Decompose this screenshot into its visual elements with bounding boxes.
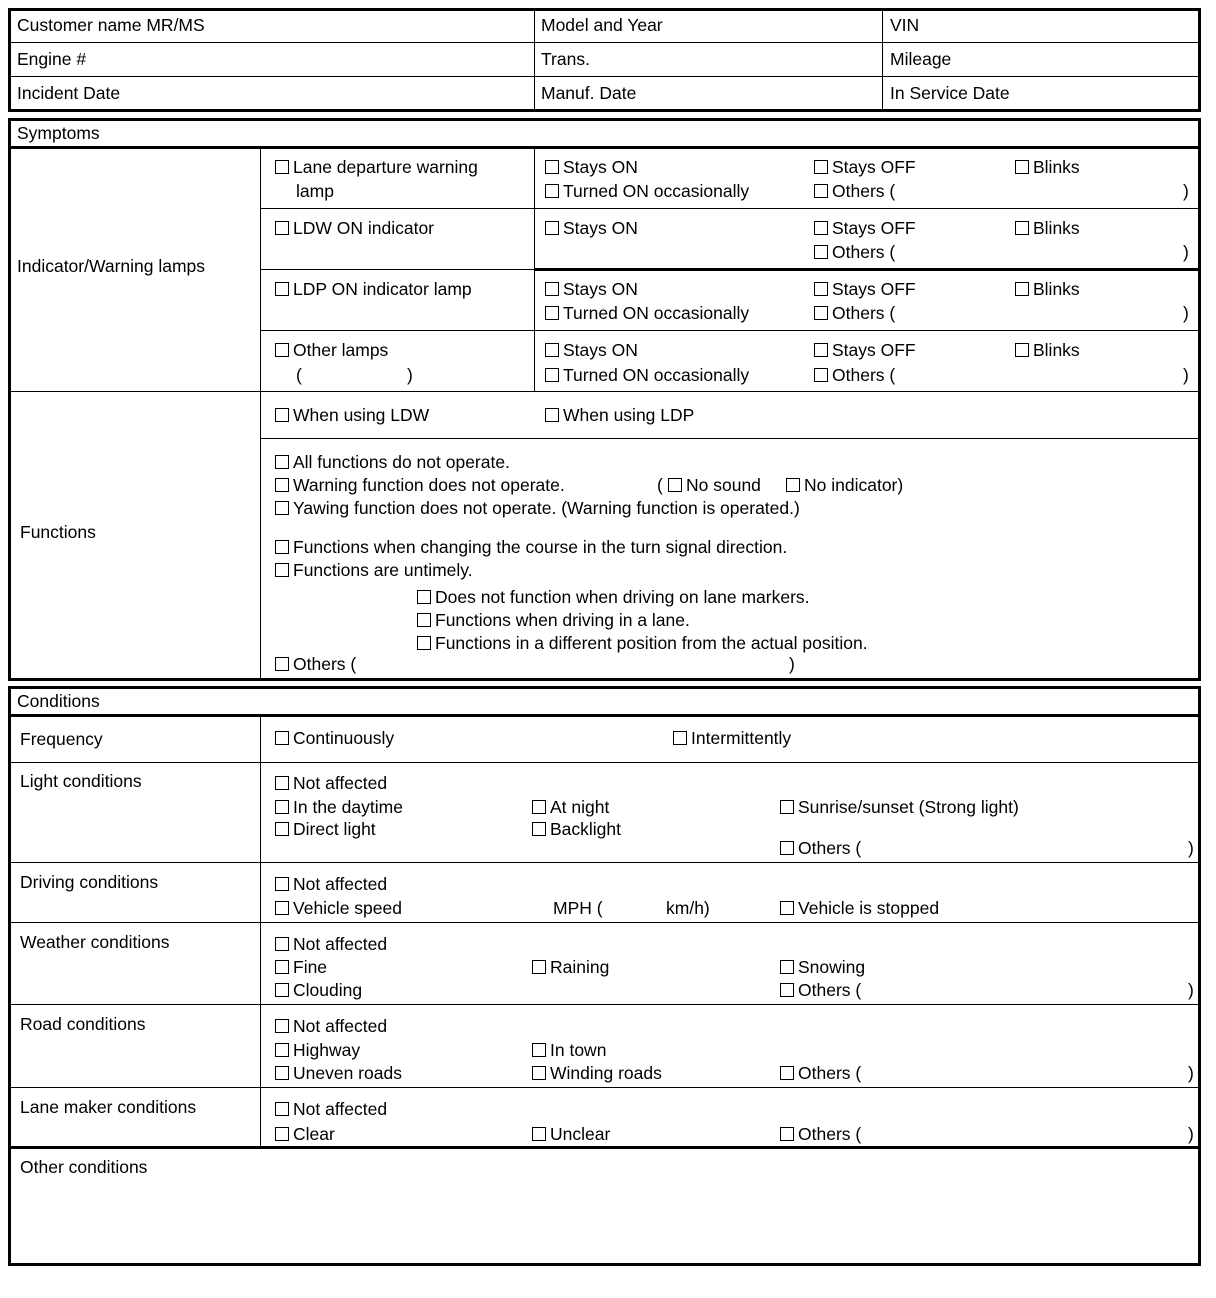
divider	[9, 1146, 1200, 1149]
lane-not-affected-option[interactable]: Not affected	[275, 1101, 387, 1119]
checkbox-icon[interactable]	[532, 822, 546, 836]
checkbox-icon[interactable]	[780, 1066, 794, 1080]
checkbox-icon[interactable]	[275, 800, 289, 814]
checkbox-icon[interactable]	[780, 1127, 794, 1141]
mileage-field[interactable]: Mileage	[890, 49, 952, 69]
divider	[534, 148, 535, 391]
checkbox-icon[interactable]	[275, 822, 289, 836]
functions-in-lane-option[interactable]: Functions when driving in a lane.	[417, 612, 690, 630]
clear-option[interactable]: Clear	[275, 1126, 335, 1144]
checkbox-icon[interactable]	[275, 282, 289, 296]
stays-off-option[interactable]: Stays OFF	[814, 342, 916, 360]
close-paren: )	[1188, 1063, 1194, 1083]
open-paren: (	[296, 365, 302, 385]
checkbox-icon[interactable]	[275, 901, 289, 915]
stays-off-option[interactable]: Stays OFF	[814, 159, 916, 177]
checkbox-icon[interactable]	[1015, 343, 1029, 357]
sunrise-sunset-option[interactable]: Sunrise/sunset (Strong light)	[780, 799, 1019, 817]
checkbox-icon[interactable]	[545, 184, 559, 198]
checkbox-icon[interactable]	[417, 613, 431, 627]
checkbox-icon[interactable]	[545, 368, 559, 382]
light-conditions-label: Light conditions	[20, 771, 142, 791]
highway-option[interactable]: Highway	[275, 1042, 360, 1060]
checkbox-icon[interactable]	[275, 960, 289, 974]
ldp-on-indicator-option[interactable]: LDP ON indicator lamp	[275, 281, 472, 299]
checkbox-icon[interactable]	[532, 960, 546, 974]
checkbox-icon[interactable]	[814, 245, 828, 259]
divider	[260, 269, 534, 270]
divider	[260, 148, 261, 679]
checkbox-icon[interactable]	[814, 221, 828, 235]
conditions-title: Conditions	[17, 691, 100, 711]
light-not-affected-option[interactable]: Not affected	[275, 775, 387, 793]
lane-departure-lamp-option[interactable]: Lane departure warning	[275, 159, 478, 177]
all-functions-option[interactable]: All functions do not operate.	[275, 454, 510, 472]
blinks-option[interactable]: Blinks	[1015, 281, 1080, 299]
fine-option[interactable]: Fine	[275, 959, 327, 977]
close-paren: )	[1188, 980, 1194, 1000]
checkbox-icon[interactable]	[275, 343, 289, 357]
checkbox-icon[interactable]	[275, 731, 289, 745]
backlight-option[interactable]: Backlight	[532, 821, 621, 839]
checkbox-icon[interactable]	[814, 306, 828, 320]
intermittently-option[interactable]: Intermittently	[673, 730, 791, 748]
divider	[9, 862, 1200, 863]
checkbox-icon[interactable]	[814, 282, 828, 296]
others-option[interactable]: Others (	[814, 244, 895, 262]
checkbox-icon[interactable]	[275, 1102, 289, 1116]
checkbox-icon[interactable]	[780, 800, 794, 814]
checkbox-icon[interactable]	[275, 478, 289, 492]
checkbox-icon[interactable]	[532, 1127, 546, 1141]
weather-not-affected-option[interactable]: Not affected	[275, 936, 387, 954]
checkbox-icon[interactable]	[545, 282, 559, 296]
lane-departure-lamp-label-cont: lamp	[296, 181, 334, 201]
checkbox-icon[interactable]	[545, 408, 559, 422]
divider	[534, 10, 535, 110]
frequency-label: Frequency	[20, 729, 103, 749]
unclear-option[interactable]: Unclear	[532, 1126, 610, 1144]
checkbox-icon[interactable]	[668, 478, 682, 492]
others-option[interactable]: Others (	[814, 367, 895, 385]
divider	[9, 1004, 1200, 1005]
checkbox-icon[interactable]	[275, 563, 289, 577]
divider	[260, 330, 1200, 331]
close-paren: )	[1188, 1124, 1194, 1144]
kmh-field[interactable]: km/h)	[666, 898, 710, 918]
checkbox-icon[interactable]	[417, 590, 431, 604]
direct-light-option[interactable]: Direct light	[275, 821, 376, 839]
daytime-option[interactable]: In the daytime	[275, 799, 403, 817]
no-indicator-option[interactable]: No indicator)	[786, 477, 903, 495]
engine-field[interactable]: Engine #	[17, 49, 87, 69]
turned-on-occasionally-option[interactable]: Turned ON occasionally	[545, 183, 749, 201]
stays-on-option[interactable]: Stays ON	[545, 159, 638, 177]
checkbox-icon[interactable]	[275, 160, 289, 174]
divider	[534, 268, 1200, 271]
checkbox-icon[interactable]	[417, 636, 431, 650]
customer-name-field[interactable]: Customer name MR/MS	[17, 15, 205, 35]
vehicle-speed-option[interactable]: Vehicle speed	[275, 900, 402, 918]
checkbox-icon[interactable]	[814, 343, 828, 357]
close-paren: )	[407, 365, 413, 385]
functions-label: Functions	[20, 522, 96, 542]
at-night-option[interactable]: At night	[532, 799, 609, 817]
checkbox-icon[interactable]	[275, 983, 289, 997]
divider	[260, 716, 261, 1146]
raining-option[interactable]: Raining	[532, 959, 609, 977]
checkbox-icon[interactable]	[545, 306, 559, 320]
checkbox-icon[interactable]	[814, 368, 828, 382]
checkbox-icon[interactable]	[545, 343, 559, 357]
checkbox-icon[interactable]	[275, 501, 289, 515]
close-paren: )	[1188, 838, 1194, 858]
uneven-roads-option[interactable]: Uneven roads	[275, 1065, 402, 1083]
divider	[9, 922, 1200, 923]
checkbox-icon[interactable]	[275, 1043, 289, 1057]
weather-conditions-label: Weather conditions	[20, 932, 170, 952]
other-lamps-option[interactable]: Other lamps	[275, 342, 388, 360]
divider	[9, 146, 1200, 149]
stays-off-option[interactable]: Stays OFF	[814, 281, 916, 299]
yawing-function-option[interactable]: Yawing function does not operate. (Warning function is operated.)	[275, 500, 800, 518]
checkbox-icon[interactable]	[275, 877, 289, 891]
checkbox-icon[interactable]	[814, 160, 828, 174]
road-conditions-label: Road conditions	[20, 1014, 146, 1034]
others-option[interactable]: Others (	[814, 305, 895, 323]
model-year-field[interactable]: Model and Year	[541, 15, 663, 35]
checkbox-icon[interactable]	[780, 960, 794, 974]
functions-untimely-option[interactable]: Functions are untimely.	[275, 562, 473, 580]
checkbox-icon[interactable]	[1015, 160, 1029, 174]
continuously-option[interactable]: Continuously	[275, 730, 394, 748]
checkbox-icon[interactable]	[532, 1043, 546, 1057]
divider	[260, 438, 1200, 439]
when-using-ldp-option[interactable]: When using LDP	[545, 407, 694, 425]
warning-function-option[interactable]: Warning function does not operate.	[275, 477, 565, 495]
open-paren: (	[657, 475, 663, 495]
checkbox-icon[interactable]	[275, 221, 289, 235]
checkbox-icon[interactable]	[1015, 282, 1029, 296]
checkbox-icon[interactable]	[780, 901, 794, 915]
checkbox-icon[interactable]	[780, 983, 794, 997]
incident-date-field[interactable]: Incident Date	[17, 83, 121, 103]
blinks-option[interactable]: Blinks	[1015, 159, 1080, 177]
checkbox-icon[interactable]	[814, 184, 828, 198]
not-function-lane-markers-option[interactable]: Does not function when driving on lane markers.	[417, 589, 810, 607]
stays-off-option[interactable]: Stays OFF	[814, 220, 916, 238]
in-town-option[interactable]: In town	[532, 1042, 606, 1060]
close-paren: )	[1183, 242, 1189, 262]
clouding-option[interactable]: Clouding	[275, 982, 362, 1000]
road-others-option[interactable]: Others (	[780, 1065, 861, 1083]
driving-conditions-label: Driving conditions	[20, 872, 159, 892]
checkbox-icon[interactable]	[275, 657, 289, 671]
vehicle-stopped-option[interactable]: Vehicle is stopped	[780, 900, 939, 918]
divider	[9, 714, 1200, 717]
mph-field[interactable]: MPH (	[553, 898, 603, 918]
checkbox-icon[interactable]	[780, 841, 794, 855]
divider	[9, 391, 1200, 392]
ldw-on-indicator-option[interactable]: LDW ON indicator	[275, 220, 434, 238]
checkbox-icon[interactable]	[275, 455, 289, 469]
divider	[9, 42, 1200, 43]
checkbox-icon[interactable]	[275, 540, 289, 554]
turned-on-occasionally-option[interactable]: Turned ON occasionally	[545, 367, 749, 385]
stays-on-option[interactable]: Stays ON	[545, 281, 638, 299]
vin-field[interactable]: VIN	[890, 15, 920, 35]
driving-not-affected-option[interactable]: Not affected	[275, 876, 387, 894]
blinks-option[interactable]: Blinks	[1015, 220, 1080, 238]
checkbox-icon[interactable]	[275, 408, 289, 422]
close-paren: )	[1183, 303, 1189, 323]
others-option[interactable]: Others (	[814, 183, 895, 201]
checkbox-icon[interactable]	[532, 1066, 546, 1080]
close-paren: )	[789, 654, 795, 674]
checkbox-icon[interactable]	[275, 1019, 289, 1033]
divider	[9, 76, 1200, 77]
functions-different-position-option[interactable]: Functions in a different position from the actual position.	[417, 635, 868, 653]
road-not-affected-option[interactable]: Not affected	[275, 1018, 387, 1036]
divider	[9, 1087, 1200, 1088]
checkbox-icon[interactable]	[275, 1066, 289, 1080]
checkbox-icon[interactable]	[786, 478, 800, 492]
when-using-ldw-option[interactable]: When using LDW	[275, 407, 429, 425]
checkbox-icon[interactable]	[275, 1127, 289, 1141]
symptoms-title: Symptoms	[17, 123, 100, 143]
divider	[882, 10, 883, 110]
manuf-date-field[interactable]: Manuf. Date	[541, 83, 637, 103]
lane-others-option[interactable]: Others (	[780, 1126, 861, 1144]
divider	[9, 762, 1200, 763]
close-paren: )	[1183, 365, 1189, 385]
other-conditions-label[interactable]: Other conditions	[20, 1157, 148, 1177]
functions-others-option[interactable]: Others (	[275, 656, 356, 674]
checkbox-icon[interactable]	[545, 221, 559, 235]
checkbox-icon[interactable]	[532, 800, 546, 814]
winding-roads-option[interactable]: Winding roads	[532, 1065, 662, 1083]
weather-others-option[interactable]: Others (	[780, 982, 861, 1000]
close-paren: )	[1183, 181, 1189, 201]
turned-on-occasionally-option[interactable]: Turned ON occasionally	[545, 305, 749, 323]
stays-on-option[interactable]: Stays ON	[545, 342, 638, 360]
snowing-option[interactable]: Snowing	[780, 959, 865, 977]
checkbox-icon[interactable]	[673, 731, 687, 745]
checkbox-icon[interactable]	[275, 937, 289, 951]
light-others-option[interactable]: Others (	[780, 840, 861, 858]
trans-field[interactable]: Trans.	[541, 49, 590, 69]
checkbox-icon[interactable]	[275, 776, 289, 790]
checkbox-icon[interactable]	[545, 160, 559, 174]
lane-maker-conditions-label: Lane maker conditions	[20, 1097, 197, 1117]
checkbox-icon[interactable]	[1015, 221, 1029, 235]
functions-changing-course-option[interactable]: Functions when changing the course in the turn signal direction.	[275, 539, 787, 557]
indicator-warning-lamps-label: Indicator/Warning lamps	[17, 256, 206, 276]
no-sound-option[interactable]: No sound	[668, 477, 761, 495]
divider	[260, 208, 1200, 209]
stays-on-option[interactable]: Stays ON	[545, 220, 638, 238]
blinks-option[interactable]: Blinks	[1015, 342, 1080, 360]
in-service-date-field[interactable]: In Service Date	[890, 83, 1010, 103]
